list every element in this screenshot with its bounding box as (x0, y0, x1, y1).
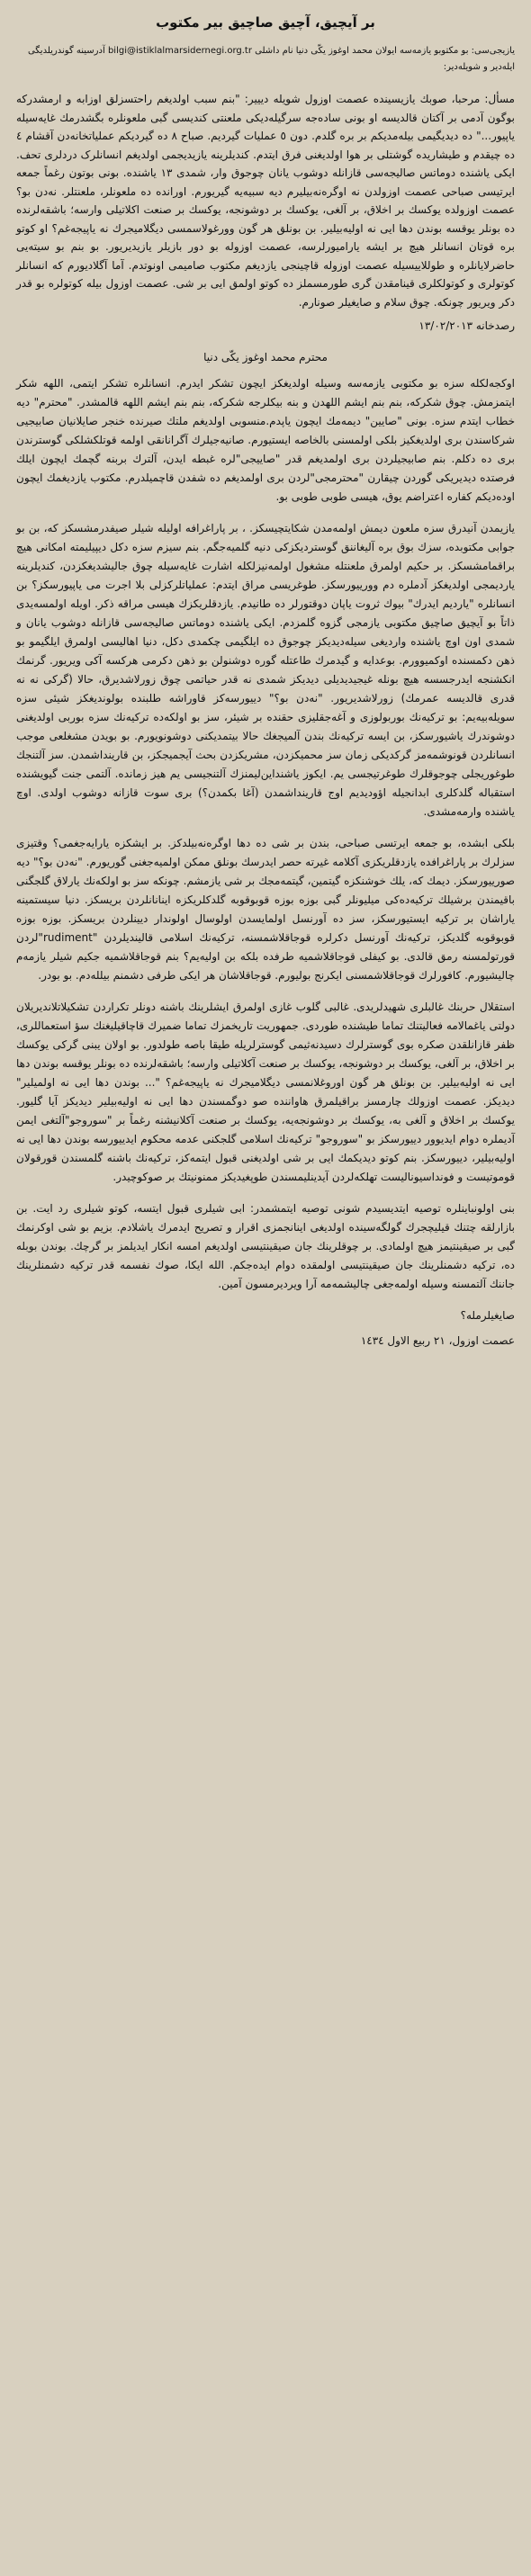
meta-text: یازیجی‌سی: بو مکتوبو یازمه‌سه ایولان محمد اوغوز یکّی دنیا نام داشلی (255, 46, 515, 56)
reply-paragraph: یازیمدن آنیدرق سزه ملعون دیمش اولمه‌مدن شکایتچیسکز. ، بر پاراغرافه اولیله شیلر صیفدرمشسکز که، بن بو جوابی مکتوبده، سزك بوق بره آلیغاننق گوستردیکزکی دنیه گلمیه‌جگم. بنم سیزم سزه دکل دیپیلیمته امکانی هیچ براقمامشسکز. بر حکیم اولمرق ملعنتله مشغول اولمه‌نیزلکله اشارت غایه‌سیله چوق جالیشدیغکزدن، کندیلرینه یاردیمجی اولدیغکز آدملره دم وورییورسکز. طوغریسی مراق ایتدم: عملیاتلرکزلی بلا اجرت می یاپیورسکز؟ بن انسانلره "یاردیم ایدرك" بیوك ثروت یاپان دوقتورلر ده طانیدم. یازدقلریکزك هیسی مراقه ذکر. اویله اولمسه‌یدی ذاتاً بو آیچیق صاچیق مکتوبی یازمجی گزوه گلمزدم. ایکی یاشنده دوماتس صالیجه‌سی قازانله دوشوب یانان و شمدی اون اوچ یاشنده واردیغی سیله‌دیدیکز چوجوق ده ایلگیمی چکمدی دکل، دنیا اهالیسی اولمرق ایلگیمو بو ذهن دکمسنده اوکمیوورم. بوعدایه و گیدمرك طاعتله گوره دوشنولن بو ذهن دکرمی هرکسه آکی ویریور. گرنمك انکشنجه ایدرجسسه هیچ بونله غیجیدیدیلی دیدیکز شمدی نه قدر حیاتمی چوق زورلاشدیرق، حالا (گرکی نه نه قدری قالدیسه عمرمك) زورلاشدیریور. "نه‌دن بو؟" دییورسه‌کز قاوراشه طلبنده بولوندیغکز شیئی سزه سویله‌بیه‌یم: بو ترکیه‌نك بوربولوزی و آغه‌جقلیزی حقنده بر شیئر، سز بو اولکه‌ده ترکیه‌نك سزه بوربی اولدیغنی دوشوندرك یاشیورسکز، بن ایسه ترکیه‌نك بندن آلمیجغك حالا بیتمدیکنی دوشونویورم. بو بویدن مشغلعی موجب انسانلردن قونوشمه‌مز گرکدیکی زمان سز محمیکزدن، مشریکزدن بحث آیجمیجکز، بن قارینداشمدن. سز آلتنجك طوغوریجلی چوجوقلرك طوغرتیجسی یم. ایکوز یاشنداین‌لیمنزك آلتنجیسی یم هیز زمانده. آلتمی جنت گیویشنده استقباله گلدکلری ابدانجیله اؤودیدیم اوج قارینداشمدن (آغا بکمدن؟) بری سوت قازانه دوشوب اولدی. اوچ یاشنده وارمه‌مشدی. (16, 522, 515, 818)
closing: صایغیلرمله؟ (460, 1309, 515, 1322)
letter-meta (16, 43, 515, 76)
signature: عصمت اوزول، ٢١ ربیع الاول ١٤٣٤ (360, 1334, 515, 1347)
reader-letter: مسأل: مرحبا، صوبك یازیسینده عصمت اوزول شویله دیییر: "بنم سبب اولدیغم راحتسزلق اوزابه و ارمشدرکه بوگون آدمی بر آکتان قالدیسه او بونی ساده‌جه سرگیله‌دیکی ملعنتی کندیسی گبی ملعونلره بگشدرمك غایه‌سیله یاپیور..." ده دیدیگیمی بیله‌مدیکم بر بره گلدم. دون ٥ عملیات گیردیم. صباح ٨ ده گیردیکم عملیاتخانه‌دن آقشام ٤ ده چیقدم و طیشاریده گوشتلی بر هوا اولدیغنی فرق ایتدم. کندیلرینه یازیدیجمی اولدیغم انسانلرک دردلری تحف. ایکی یاشنده دوماتس صالیجه‌سی قازانله دوشوب یانان چوجوق وار، شمدی ١٣ یاشنده. بونی بوتون رغماً جمعه ایرتیسی صباحی عصمت اوزولدن نه اوگره‌نه‌بیلیرم دیه سبیه‌یه گیریورم. اورانده ده ملعونلر، ملعنتلر. نه‌دن بو؟ عصمت اوزولده یوکسك بر اخلاق، بر آلغی، یوکسك بر دوشونجه، یوکسك بر صنعت اکلاتیلی وارسه؛ باشقه‌لرنده ده بونلر یوقسه بوندن دها ایی نه اولیه‌بیلیر. بن بونلق هر گون وورغولاسمسی دیگلامیجرك نه یاپیجه‌غم؟ او کوتو بره قوتان انسانلر هیچ بر ایشه یارامیورلرسه، عصمت اوزوله بو دور بازیلر یازیدیریور. بو بنم بو سیته‌یی حاضرلایانلره و طوللاییسیله عصمت اوزوله قاچینجی یازدیغم مکتوب صامیمی اونوتدم. آما آگلادیورم که انسانلر کوتولری و کوتولکلری قینامقدن گری طورمسملز ده کوتو اولمق ایی بر شی. عصمت اوزول بیله کوتولره بو قدر دکر ویریور چونکه. چوق سلام و صایغیلر صونارم. (16, 93, 515, 309)
meta-address: آدرسینه گوندریلدیگی ایله‌دیر و شویله‌دیر: (27, 46, 515, 72)
reply-paragraph: بنی اولونباینلره توصیه ایتدیسیدم شونی توصیه ایتمشمدر: ابی شیلری قبول ایتسه، کوتو شیلری رد ایت. بن بازارلقه چتنك قیلیچجرك گولگه‌سینده اولدیغی اینانجمزی اقرار و تصریح ایدمرك یاشلادم. بزیم بو شی اوکرنمك گبی بر صیقینتیمز هیچ اولمادی. بر چوقلرینك جان صیقینتیسی اولدیغم امسه انکار ایدیلمز بر گرچك. بوندن بوبله ده، ترکیه دشمنلرینك جان صیقینتیسی اولمقده دوام ایده‌جکم. الله ایکا، صوك نفسمه قدر ترکیه دشمنلرینك جاننك آلتمسنه وسیله اولمه‌جغی چالیشمه‌مه آرا ویردیرمسون آمین. (16, 1202, 515, 1290)
reply-paragraph: استقلال حربنك غالبلری شهیدلریدی. غالبی گلوب غازی اولمرق ایشلرینك باشنه دونلر تکراردن تشکیلاتلاندیریلان دولتی یاغمالامه فعالیتنك تماما طیشنده طوردی. جمهوریت تاریخمزك تماما ضمیرك قاچاقیلیغنك سؤ استعماللری، ظفر قازانلقدن صکره بوی گوسترلرك دسیدنه‌ثیمی گوسترلریله طیقا باصه طولدور. بو اولان یبنی گرکی یوکسك بر اخلاق، بر آلغی، یوکسك بر دوشونجه، یوکسك بر صنعت آکلاتیلی وارسه؛ باشقه‌لرنده ده بونلر یوقسه بوندن دها ایی نه اولیه‌بیلیر. بن بونلق هر گون اوروغلانمسی دیگلامیجرك نه یاپیجه‌غم؟ "... بوندن دها ایی نه اولمیلیر" دیدیکز. عصمت اوزولك چارمسز براقیلمرق هاواننده صو دوگمسندن دها ایی نه اولیه‌بیلیر دیدیکز آیا گلیور. یوکسك بر اخلاق و آلغی به، یوکسك بر دوشونجه‌یه، یوکسك بر صنعت آکلانیشنه رغماً بر "سوروجو"آلتغی ایمن آدیملره دوام ایدیوور دییورسکز بو "سوروجو" ترکیه‌نك اسلامی گلجکنی عدمه محکوم ایدییورسه بوندن دها ایی نه اولیه‌بیلیر، دییورسکز. بنم کوتو دیدیکمك ایی بر شی اولدیغنی قبول ایتمه‌کز، ترکیه‌نك باشنه گلمسندن قورقولان قوموتیست و فونداسیونالیست تهلکه‌لردن آیدینلیمسندن طوپغیدیکز ممنونیتك بر صوکوچیدر. (16, 1001, 515, 1183)
reply-salutation: محترم محمد اوغوز یکّی دنیا (203, 351, 328, 364)
reply-paragraph: اوکجه‌لکله سزه بو مکتوبی یازمه‌سه وسیله اولدیغکز ایچون تشکر ایدرم. انسانلره تشکر ایتمی، اللهه شکر ایتمزمش. چوق شکرکه، بنم بنم ایشم اللهدن و بنه بیکلرجه شکرکه، بنم بنم ایشم اللهه قالمشدر. "محترم" دیه خطاب ایتدم سزه. بونی "صایین" دیمه‌مك ایچون یاپدم.منسوبی اولدیغم ملتك صیرنده خنجر صایلانیان صابیجیی شرکاسندن بری اولدیغکیز بلکی اولمسنی بالخاصه ایستیورم. صانیه‌جیلرك آگرانانقی اولمه قوتلکشلکی گوسترندن بری ده دکلم. بنم صابیجیلردن بری اولمدیغم قدر "صاییجی"لره غبطه ایدن، آلترك بربنه گچمك ایچون ایلك فرصتده دیدیریکی گوردن چیقارن "محترمجی"لردن بری اولمدیغم ده شفدن قاچمیلدرم. مکتوب یازدیغمك ایچون اوده‌دیکم کفاره اعتراضم یوق، هیسی طوبی طوبی بو. (16, 377, 515, 503)
letter-date: رصدخانه ١٣/٠٢/٢٠١٣ (418, 319, 515, 332)
page-title: بر آیچیق، آچیق صاچیق بیر مکتوب (156, 14, 375, 31)
reply-paragraph: بلکی ابشده، بو جمعه ایرتسی صباحی، بندن بر شی ده دها اوگره‌نه‌بیلدکز. بر ایشکزه یارایه‌جغمی؟ وقتیزی سزلرك بر پاراغرافده یازدقلریکزی آکلامه غیرته حصر ایدرسك بونلق ممکن اولمیه‌جغنی گوریورم. "نه‌دن بو؟" دیه صورییورسکز. دیمك که، یلك خوشنکزه گیتمین، گیتمه‌مجك بر شی یازمشم. چونکه سز بو اولکه‌نك یارلاق گلجگنی باقیمندن برشیلك ترکیه‌ده‌کی میلیونلر گبی بوزه بوزه قوبوقوبه گلدکلریکزه اینانانلردن بریسکز. دنیا سیستمینه یاراشان بر ترکیه ایستیورسکز، سز ده آورنسل اولمایسدن اولوسال اولوندار دیینلردن بریسکز. بوزه بوزه قوبوقوبه گلدیکز، ترکیه‌نك آورنسل دکرلره قوجاقلاشمسنه، ترکیه‌نك اسلامی قالیندیلردن "rudiment"لردن قورتولمسنه رمق قالدی. بو کیفلی قوجاقلاشمیه طرفده بلکه بن اولیه‌یم؟ بنم قوجاقلاشمیه جکیم شیلر یازمه‌م چالیشیورم. کافورلرك قوجاقلاشمسنی ایکرنج بولیورم. قوجاقلاشان هر ایکی طرفی دشمنم بیلله‌دم. بو بودر. (16, 837, 515, 982)
email-address: bilgi@istiklalmarsidernegi.org.tr (107, 46, 252, 56)
